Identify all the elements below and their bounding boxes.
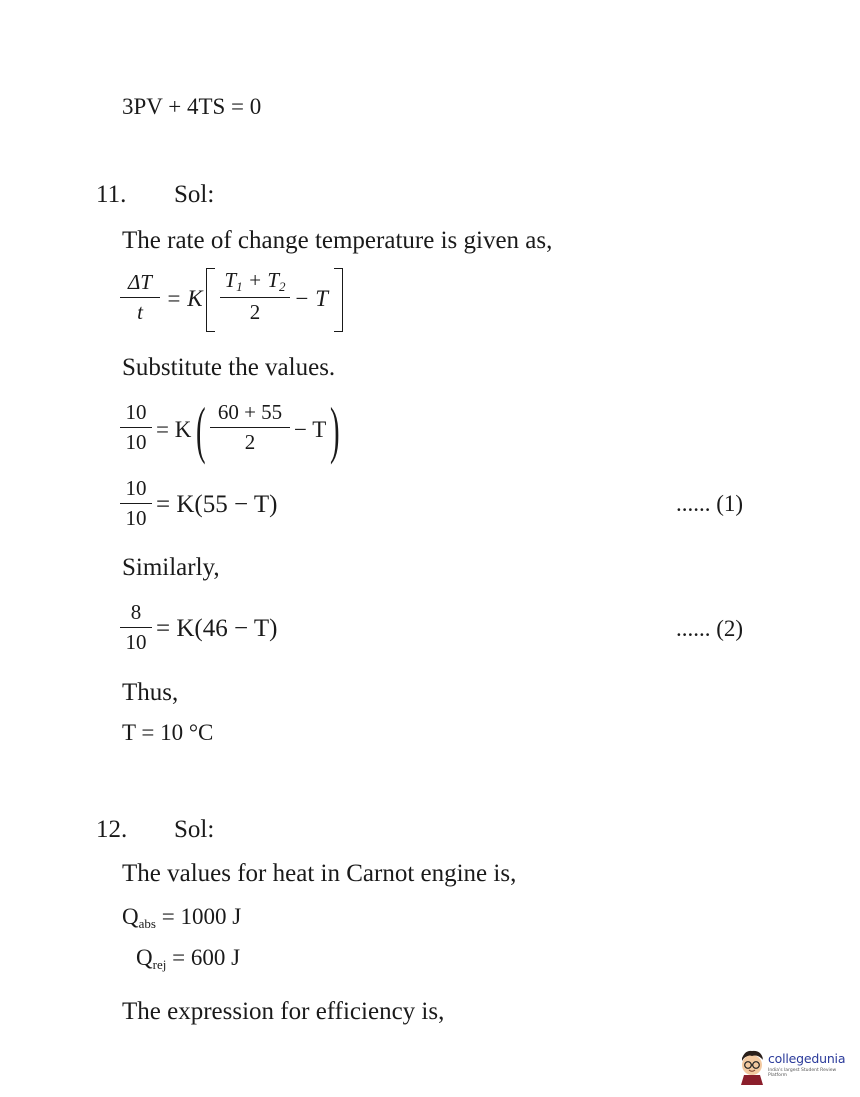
collegedunia-logo <box>738 1048 856 1088</box>
prev-equation: 3PV + 4TS = 0 <box>122 94 262 119</box>
eq2-inner-num: 60 + 55 <box>217 400 283 424</box>
eq3-rhs: = K(55 − T) <box>156 491 278 518</box>
q12-qabs <box>122 905 241 930</box>
q12-efficiency: The expression for efficiency is, <box>122 998 445 1025</box>
q11-result: T = 10 °C <box>122 720 214 745</box>
eq1-left-bracket <box>206 268 215 332</box>
eq4-lhs-num: 8 <box>130 600 142 624</box>
eq4-lhs-fraction <box>120 602 152 653</box>
eq3-tag: ...... (1) <box>676 491 744 516</box>
logo-tagline: India's largest Student Review Platform <box>768 1068 837 1078</box>
eq1-equals-k: = K <box>166 286 203 311</box>
eq4-lhs-den: 10 <box>125 630 147 654</box>
eq1-inner-t1: T <box>224 268 237 292</box>
eq3-lhs-den: 10 <box>125 506 147 530</box>
eq2-inner-den: 2 <box>244 430 256 454</box>
qrej-subscript: rej <box>152 957 167 972</box>
eq2-lhs-fraction <box>120 402 152 453</box>
q11-number: 11. <box>96 181 127 208</box>
mascot-icon <box>738 1048 766 1086</box>
logo-name: collegedunia <box>768 1051 846 1066</box>
eq2-left-paren: ( <box>196 394 206 465</box>
eq2-inner-fraction <box>210 402 290 453</box>
qabs-value: = 1000 J <box>155 904 242 929</box>
eq1-lhs-den: t <box>137 300 143 324</box>
eq1-sub1: 1 <box>236 279 243 294</box>
q11-sol-label: Sol: <box>174 181 215 208</box>
q11-thus: Thus, <box>122 679 179 706</box>
eq4-tag: ...... (2) <box>676 616 744 641</box>
eq1-tail: − T <box>294 286 329 311</box>
eq1-right-bracket <box>334 268 343 332</box>
eq1-lhs-num: ΔT <box>127 270 152 294</box>
eq1-inner-fraction <box>220 270 290 323</box>
q12-number: 12. <box>96 816 128 843</box>
eq2-equals-k: = K <box>156 417 192 442</box>
eq1-inner-t2: + T <box>242 268 280 292</box>
eq1-lhs-fraction <box>120 272 160 323</box>
eq2-lhs-num: 10 <box>125 400 147 424</box>
eq1-inner-den: 2 <box>249 300 261 324</box>
eq1-sub2: 2 <box>279 279 286 294</box>
q11-intro: The rate of change temperature is given as, <box>122 227 553 254</box>
q12-intro: The values for heat in Carnot engine is, <box>122 860 517 887</box>
q11-substitute: Substitute the values. <box>122 354 336 381</box>
eq2-lhs-den: 10 <box>125 430 147 454</box>
eq4-rhs: = K(46 − T) <box>156 615 278 642</box>
q12-qrej <box>136 946 240 971</box>
qrej-value: = 600 J <box>166 945 241 970</box>
q11-similarly: Similarly, <box>122 554 220 581</box>
qrej-symbol: Q <box>136 945 153 970</box>
eq3-lhs-fraction <box>120 478 152 529</box>
q12-sol-label: Sol: <box>174 816 215 843</box>
qabs-symbol: Q <box>122 904 139 929</box>
qabs-subscript: abs <box>138 916 156 931</box>
eq3-lhs-num: 10 <box>125 476 147 500</box>
eq2-right-paren: ) <box>330 394 340 465</box>
eq2-tail: − T <box>294 417 327 442</box>
